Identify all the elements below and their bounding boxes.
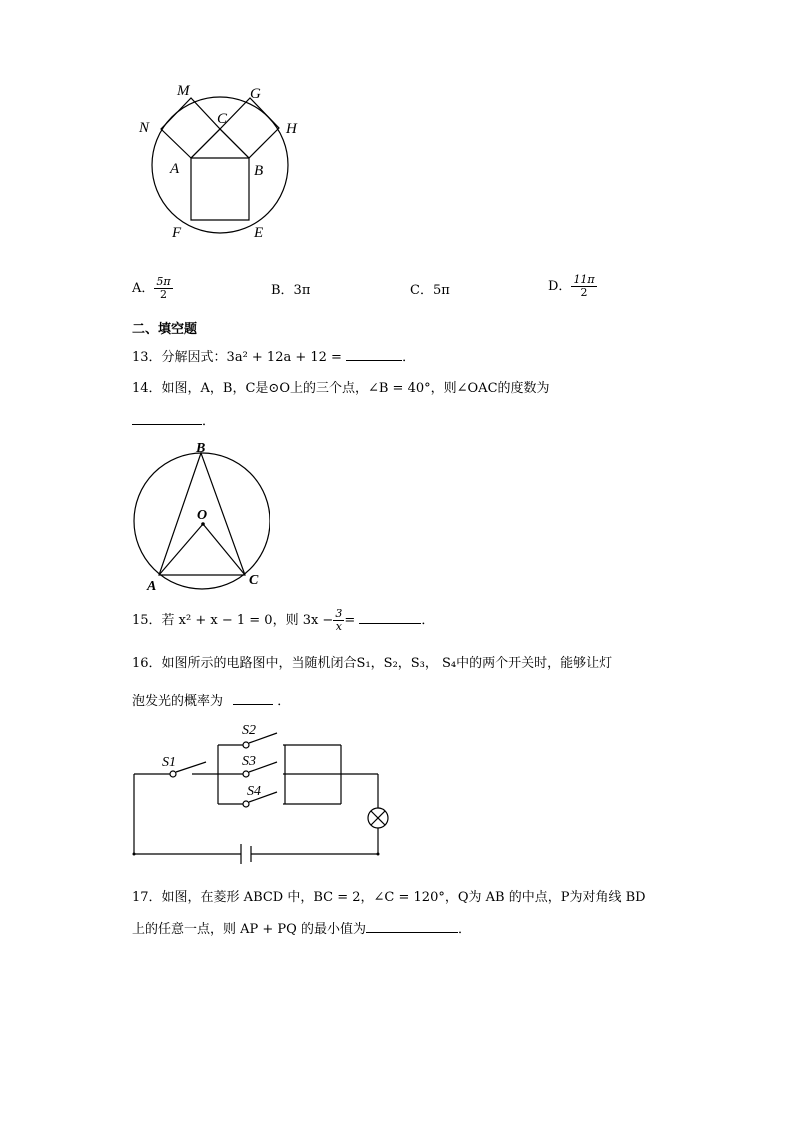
question-15 (132, 608, 434, 633)
s3-contact (243, 771, 249, 777)
label-s2: S2 (242, 723, 256, 738)
question-17-line1: 17．如图，在菱形 ABCD 中，BC = 2，∠C = 120°，Q为 AB 的中点，P为对角线 BD (132, 890, 646, 905)
q12-square-acmn (161, 98, 220, 158)
label-B: B (254, 163, 264, 179)
q15-answer-blank[interactable] (359, 611, 421, 624)
question-17-line2 (132, 920, 471, 939)
q17-end: ． (457, 922, 471, 937)
q12-option-b: B．3π (271, 283, 311, 298)
q17-answer-blank[interactable] (366, 920, 458, 933)
q12-square-cbhg (220, 98, 279, 158)
junction-left-bottom (133, 853, 136, 856)
label-E: E (254, 225, 264, 241)
option-d-label: D． (548, 279, 572, 294)
label-s4: S4 (247, 784, 261, 799)
option-a-numerator: 5π (156, 275, 171, 288)
q16-end: ． (277, 694, 291, 709)
label-G: G (250, 86, 261, 102)
label-H: H (286, 121, 297, 137)
option-d-denominator: 2 (580, 286, 588, 299)
q15-end: ． (421, 613, 435, 628)
s1-blade (176, 762, 206, 772)
q16-text: 泡发光的概率为 (132, 694, 224, 709)
section-title-fill-in: 二、填空题 (132, 322, 198, 337)
q14-label-A: A (147, 579, 157, 594)
q13-answer-blank[interactable] (346, 348, 402, 361)
question-16-line2 (132, 692, 290, 711)
label-s1: S1 (162, 755, 176, 770)
q12-square-abef (191, 158, 249, 220)
q14-label-O: O (197, 508, 208, 523)
s4-contact (243, 801, 249, 807)
q14-segment-oa (159, 524, 203, 575)
junction-right-bottom (377, 853, 380, 856)
q14-label-C: C (249, 573, 259, 588)
option-a-denominator: 2 (160, 288, 167, 301)
q17-text: 上的任意一点，则 AP + PQ 的最小值为 (132, 922, 366, 937)
q13-end: ． (402, 350, 416, 365)
q12-figure (130, 76, 300, 246)
q12-option-c: C．5π (410, 283, 450, 298)
q14-answer-line (132, 412, 215, 431)
q15-equals: = (344, 613, 356, 628)
q15-numerator: 3 (335, 607, 343, 620)
question-16-line1: 16．如图所示的电路图中，当随机闭合S₁，S₂，S₃， S₄中的两个开关时，能够让灯 (132, 656, 613, 671)
q16-answer-blank[interactable] (233, 692, 273, 705)
question-13 (132, 348, 415, 367)
q14-label-B: B (196, 441, 206, 456)
label-N: N (139, 120, 150, 136)
option-d-numerator: 11π (573, 273, 595, 286)
q15-denominator: x (335, 620, 342, 633)
q12-triangle-acb (191, 129, 249, 158)
option-a-fraction (154, 276, 172, 301)
q14-figure (130, 438, 270, 598)
label-C: C (217, 111, 228, 127)
q13-text: 13．分解因式：3a² + 12a + 12 = (132, 350, 342, 365)
s2-contact (243, 742, 249, 748)
q14-answer-blank[interactable] (132, 412, 202, 425)
label-F: F (172, 225, 182, 241)
label-s3: S3 (242, 754, 256, 769)
q12-option-d (548, 274, 597, 299)
q15-fraction (333, 608, 344, 633)
label-A: A (170, 161, 180, 177)
question-14: 14．如图，A，B，C是⊙O上的三个点，∠B = 40°，则∠OAC的度数为 (132, 381, 550, 396)
q14-segment-oc (203, 524, 245, 575)
q15-text: 15．若 x² + x − 1 = 0，则 3x − (132, 613, 334, 628)
q12-option-a (132, 276, 173, 301)
s1-contact (170, 771, 176, 777)
label-M: M (177, 83, 190, 99)
option-d-fraction (571, 274, 596, 299)
q14-end: ． (202, 414, 216, 429)
option-a-label: A． (132, 281, 155, 296)
q16-circuit-figure (128, 720, 393, 865)
